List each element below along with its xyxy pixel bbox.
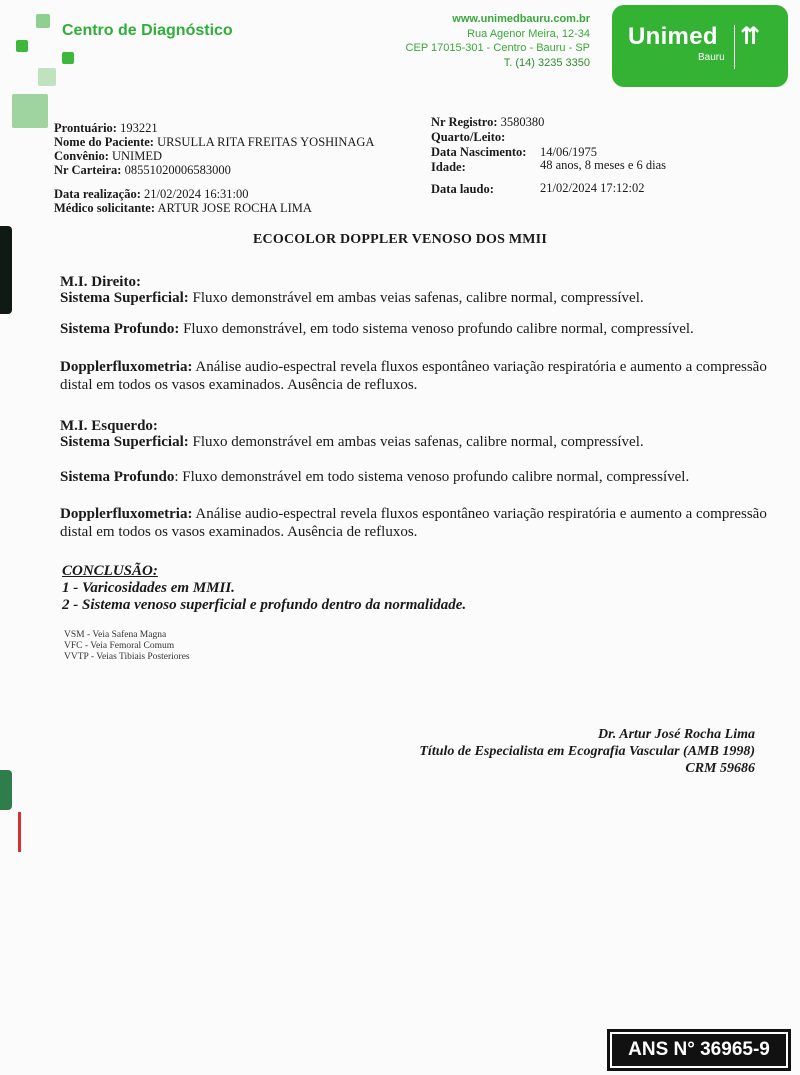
- unimed-tree-icon: ⇈: [740, 23, 761, 50]
- left-superficial: Sistema Superficial: Fluxo demonstrável em ambas veias safenas, calibre normal, compressível.: [60, 434, 644, 450]
- idade-value: 48 anos, 8 meses e 6 dias: [540, 158, 667, 172]
- conclusion-item-1: 1 - Varicosidades em MMII.: [62, 580, 235, 596]
- logo-square: [16, 40, 28, 52]
- logo-divider: [734, 25, 735, 69]
- doctor-crm: CRM 59686: [685, 761, 755, 776]
- website: www.unimedbauru.com.br: [452, 13, 590, 25]
- logo-square: [12, 94, 48, 128]
- nascimento-value: 14/06/1975: [540, 145, 597, 159]
- laudo-label: Data laudo:: [431, 182, 494, 196]
- right-doppler: Dopplerfluxometria: Análise audio-espectral revela fluxos espontâneo variação respiratória e aumento a compressão distal em todos os vasos examinados. Ausência de refluxos.: [60, 359, 767, 393]
- left-profundo: Sistema Profundo: Fluxo demonstrável em todo sistema venoso profundo calibre normal, compressível.: [60, 469, 690, 485]
- right-superficial: Sistema Superficial: Fluxo demonstrável em ambas veias safenas, calibre normal, compressível.: [60, 290, 644, 306]
- address-line-2: CEP 17015-301 - Centro - Bauru - SP: [405, 42, 590, 54]
- carteira-row: Nr Carteira: 08551020006583000: [54, 163, 231, 177]
- doctor-name: Dr. Artur José Rocha Lima: [597, 727, 755, 742]
- idade-label: Idade:: [431, 160, 466, 174]
- conclusion-heading: CONCLUSÃO:: [62, 563, 158, 579]
- signature-block: [419, 726, 755, 777]
- unimed-logo: [612, 5, 788, 87]
- medico-row: Médico solicitante: ARTUR JOSE ROCHA LIMA: [54, 201, 312, 215]
- logo-square: [62, 52, 74, 64]
- left-leg-heading: M.I. Esquerdo:: [60, 418, 158, 434]
- quarto-row: Quarto/Leito:: [431, 130, 506, 144]
- data-realizacao-row: Data realização: 21/02/2024 16:31:00: [54, 187, 249, 201]
- left-doppler: Dopplerfluxometria: Análise audio-espectral revela fluxos espontâneo variação respiratória e aumento a compressão distal em todos os vasos examinados. Ausência de refluxos.: [60, 506, 767, 540]
- clinic-address: [406, 12, 590, 70]
- convenio-row: Convênio: UNIMED: [54, 149, 162, 163]
- legend-item: VVTP - Veias Tibiais Posteriores: [64, 652, 190, 662]
- brand-name: Centro de Diagnóstico: [62, 22, 233, 39]
- doctor-title: Título de Especialista em Ecografia Vascular (AMB 1998): [419, 744, 755, 759]
- legend-item: VSM - Veia Safena Magna: [64, 630, 167, 640]
- prontuario-row: Prontuário: 193221: [54, 121, 158, 135]
- nascimento-label: Data Nascimento:: [431, 145, 527, 159]
- ans-stamp: ANS N° 36965-9: [607, 1029, 791, 1071]
- right-leg-heading: M.I. Direito:: [60, 274, 141, 290]
- scan-edge-mark: [0, 226, 12, 314]
- address-line-1: Rua Agenor Meira, 12-34: [467, 27, 590, 40]
- logo-city: Bauru: [698, 52, 725, 63]
- phone: T. (14) 3235 3350: [503, 56, 590, 69]
- report-title: ECOCOLOR DOPPLER VENOSO DOS MMII: [253, 232, 547, 247]
- abbreviation-legend: [64, 630, 190, 663]
- logo-square: [36, 14, 50, 28]
- scan-edge-mark: [18, 812, 21, 852]
- conclusion-item-2: 2 - Sistema venoso superficial e profundo dentro da normalidade.: [62, 597, 467, 613]
- registro-row: Nr Registro: 3580380: [431, 115, 545, 129]
- right-profundo: Sistema Profundo: Fluxo demonstrável, em todo sistema venoso profundo calibre normal, compressível.: [60, 321, 694, 337]
- legend-item: VFC - Veia Femoral Comum: [64, 641, 175, 651]
- laudo-value: 21/02/2024 17:12:02: [540, 181, 645, 195]
- logo-name: Unimed: [628, 23, 718, 50]
- logo-square: [38, 68, 56, 86]
- patient-name-row: Nome do Paciente: URSULLA RITA FREITAS YOSHINAGA: [54, 135, 375, 149]
- scan-edge-mark: [0, 770, 12, 810]
- conclusion: [62, 563, 466, 614]
